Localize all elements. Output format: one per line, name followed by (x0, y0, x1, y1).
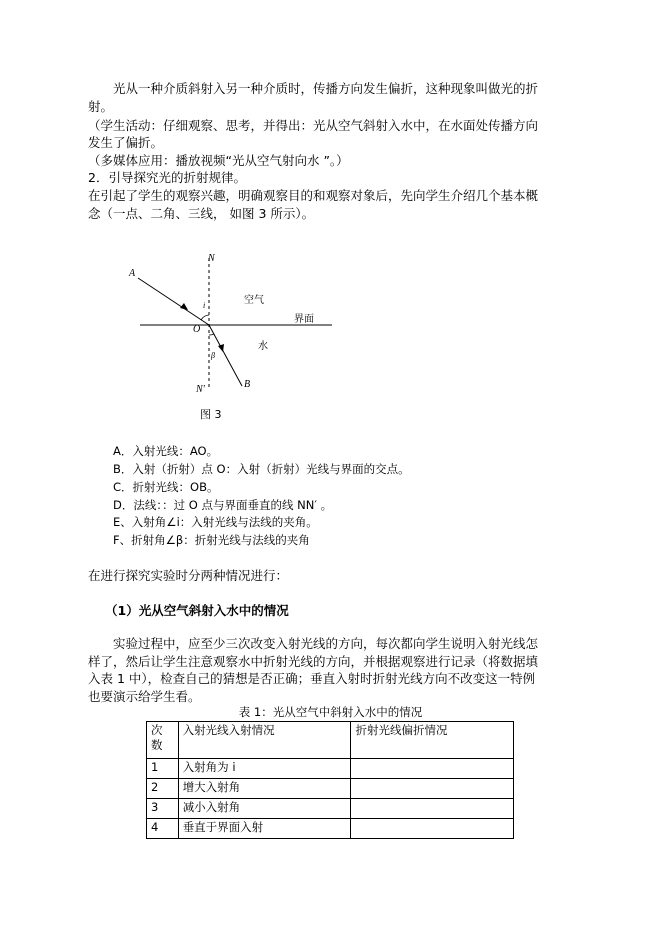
paragraph-student-activity-line1: （学生活动：仔细观察、思考，并得出：光从空气斜射入水中，在水面处传播方向 (88, 118, 539, 133)
header-count (147, 722, 179, 759)
definition-d: D．法线：：过 O 点与界面垂直的线 NN′ 。 (113, 498, 333, 512)
label-n: N (208, 253, 215, 264)
refraction-diagram (120, 248, 340, 423)
row-num: 2 (147, 779, 179, 799)
header-refraction: 折射光线偏折情况 (351, 722, 514, 759)
header-count-line2: 数 (151, 738, 163, 752)
table-header-row (147, 722, 514, 759)
paragraph-step-2: 2．引导探究光的折射规律。 (88, 170, 246, 185)
experiment-text-line1: 实验过程中，应至少三次改变入射光线的方向，每次都向学生说明入射光线怎 (113, 636, 539, 651)
label-n-prime: N′ (196, 384, 205, 395)
row-incident: 垂直于界面入射 (178, 819, 351, 839)
paragraph-concepts-line2: 念（一点、二角、三线， 如图 3 所示）。 (88, 206, 315, 221)
table-row (147, 819, 514, 839)
label-air: 空气 (244, 295, 264, 306)
paragraph-student-activity-line2: 发生了偏折。 (88, 135, 164, 150)
row-refraction[interactable] (351, 779, 514, 799)
label-o: O (193, 324, 201, 335)
experiment-text-line4: 也要演示给学生看。 (88, 689, 201, 704)
label-beta: β (211, 351, 215, 360)
row-incident: 增大入射角 (178, 779, 351, 799)
row-refraction[interactable] (351, 819, 514, 839)
refracted-arrow-icon (218, 344, 224, 352)
incident-angle-arc (201, 315, 209, 320)
experiment-text-line3: 入表 1 中），检查自己的猜想是否正确；垂直入射时折射光线方向不改变这一特例 (88, 671, 536, 686)
paragraph-definition-line2: 射。 (88, 99, 114, 114)
figure-caption: 图 3 (200, 408, 222, 421)
row-num: 1 (147, 759, 179, 779)
row-refraction[interactable] (351, 759, 514, 779)
definition-c: C．折射光线：OB。 (113, 480, 219, 494)
experiment-text-line2: 样了，然后让学生注意观察水中折射光线的方向，并根据观察进行记录（将数据填 (88, 654, 539, 669)
refraction-angle-arc (209, 334, 214, 335)
label-b: B (244, 379, 251, 390)
label-i: i (203, 301, 206, 310)
experiment-intro: 在进行探究实验时分两种情况进行： (88, 568, 289, 583)
definition-f: F、折射角∠β：折射光线与法线的夹角 (113, 533, 310, 547)
row-num: 4 (147, 819, 179, 839)
table-row (147, 779, 514, 799)
label-water: 水 (258, 341, 268, 352)
table-row (147, 799, 514, 819)
table-caption: 表 1：光从空气中斜射入水中的情况 (238, 705, 423, 719)
label-a: A (129, 268, 136, 279)
row-incident: 入射角为 i (178, 759, 351, 779)
row-incident: 减小入射角 (178, 799, 351, 819)
definition-e: E、入射角∠i：入射光线与法线的夹角。 (113, 515, 318, 529)
definition-b: B．入射（折射）点 O：入射（折射）光线与界面的交点。 (113, 462, 410, 476)
table-row (147, 759, 514, 779)
definition-a: A．入射光线：AO。 (113, 444, 219, 458)
label-interface: 界面 (294, 314, 314, 325)
header-count-line1: 次 (151, 723, 163, 737)
row-num: 3 (147, 799, 179, 819)
section-heading: （1）光从空气斜射入水中的情况 (105, 603, 289, 618)
paragraph-concepts-line1: 在引起了学生的观察兴趣，明确观察目的和观察对象后，先向学生介绍几个基本概 (88, 188, 539, 203)
paragraph-definition-line1: 光从一种介质斜射入另一种介质时，传播方向发生偏折，这种现象叫做光的折 (113, 81, 539, 96)
data-table (146, 721, 514, 839)
header-incident: 入射光线入射情况 (178, 722, 351, 759)
paragraph-multimedia: （多媒体应用：播放视频“光从空气射向水 ”。） (88, 153, 349, 168)
row-refraction[interactable] (351, 799, 514, 819)
incident-ray (138, 278, 209, 325)
